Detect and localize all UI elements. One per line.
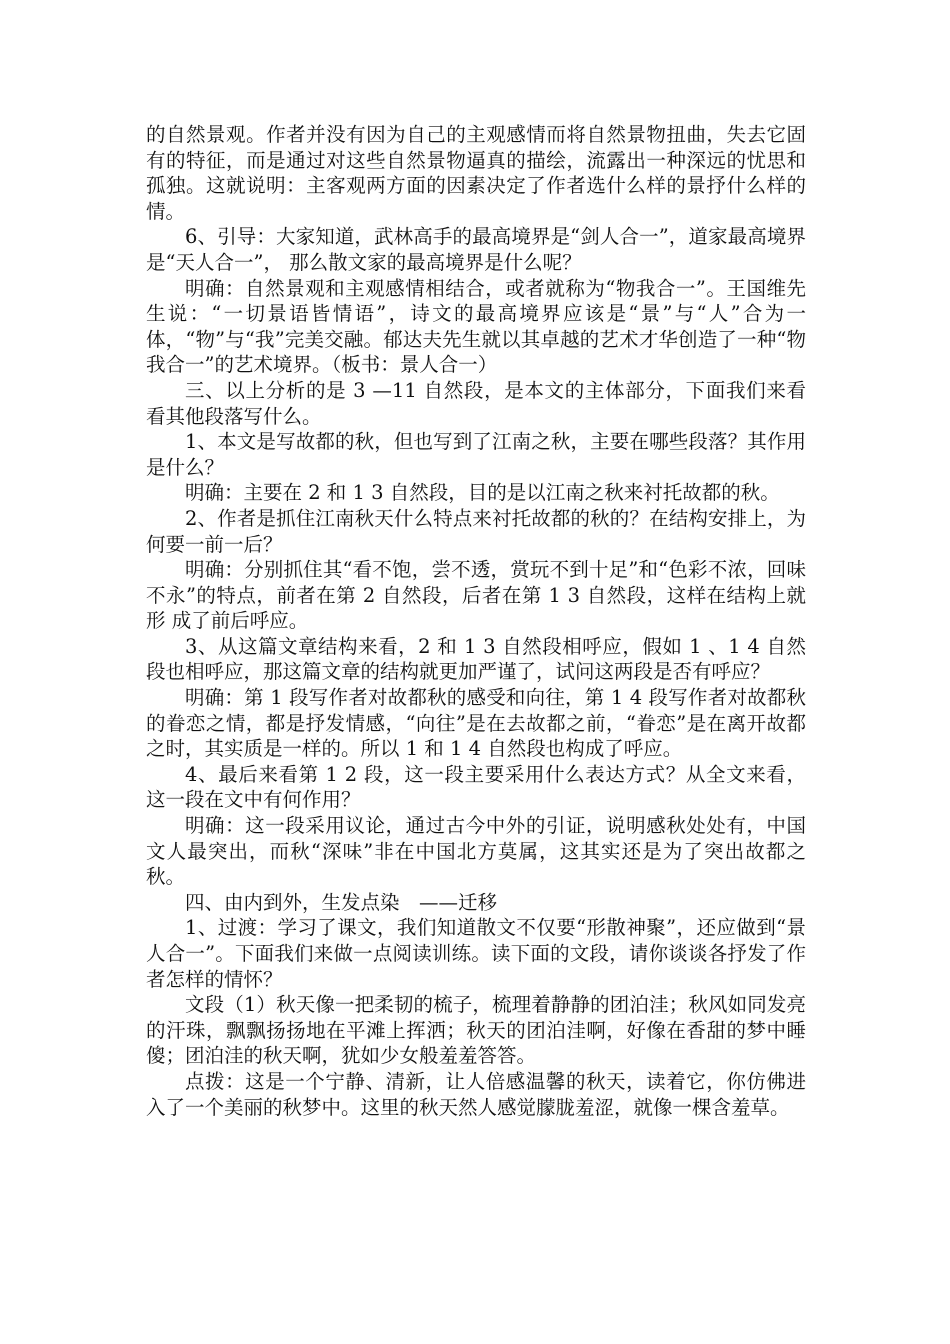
paragraph-8: 明确：分别抓住其“看不饱，尝不透，赏玩不到十足”和“色彩不浓，回味不永”的特点，前者在第 2 自然段，后者在第 1 3 自然段，这样在结构上就形 成了前后呼应。	[146, 558, 806, 633]
paragraph-3: 明确：自然景观和主观感情相结合，或者就称为“物我合一”。王国维先生说：“一切景语皆情语”，诗文的最高境界应该是“景”与“人”合为一体，“物”与“我”完美交融。郁达夫先生就以其卓越的艺术才华创造了一种“物我合一”的艺术境界。（板书：景人合一）	[146, 276, 806, 377]
paragraph-4: 三、以上分析的是 3 —11 自然段，是本文的主体部分，下面我们来看看其他段落写什么。	[146, 378, 806, 428]
paragraph-5: 1、本文是写故都的秋，但也写到了江南之秋，主要在哪些段落？其作用是什么？	[146, 430, 806, 479]
paragraph-7: 2、作者是抓住江南秋天什么特点来衬托故都的秋的？在结构安排上，为何要一前一后？	[146, 506, 806, 556]
paragraph-13: 四、由内到外，生发点染 ——迁移	[185, 890, 498, 914]
paragraph-6: 明确：主要在 2 和 1 3 自然段，目的是以江南之秋来衬托故都的秋。	[185, 481, 780, 505]
paragraph-14: 1、过渡：学习了课文，我们知道散文不仅要“形散神聚”，还应做到“景人合一”。下面我们来做一点阅读训练。读下面的文段，请你谈谈各抒发了作者怎样的情怀？	[146, 916, 806, 991]
paragraph-10: 明确：第 1 段写作者对故都秋的感受和向往，第 1 4 段写作者对故都秋的眷恋之情，都是抒发情感，“向往”是在去故都之前，“眷恋”是在离开故都之时，其实质是一样的。所以 1 和 1 4 自然段也构成了呼应。	[146, 686, 806, 761]
paragraph-16: 点拨：这是一个宁静、清新，让人倍感温馨的秋天，读着它，你仿佛进入了一个美丽的秋梦中。这里的秋天然人感觉朦胧羞涩，就像一棵含羞草。	[146, 1069, 806, 1119]
paragraph-9: 3、从这篇文章结构来看，2 和 1 3 自然段相呼应，假如 1 、1 4 自然段也相呼应，那这篇文章的结构就更加严谨了，试问这两段是否有呼应？	[146, 634, 806, 684]
paragraph-15: 文段（1）秋天像一把柔韧的梳子，梳理着静静的团泊洼；秋风如同发亮的汗珠，飘飘扬扬地在平滩上挥洒；秋天的团泊洼啊，好像在香甜的梦中睡傻；团泊洼的秋天啊，犹如少女般羞羞答答。	[146, 993, 806, 1068]
paragraph-1: 的自然景观。作者并没有因为自己的主观感情而将自然景物扭曲，失去它固有的特征，而是通过对这些自然景物逼真的描绘，流露出一种深远的忧思和孤独。这就说明：主客观两方面的因素决定了作者选什么样的景抒什么样的情。	[146, 123, 806, 223]
paragraph-2: 6、引导：大家知道，武林高手的最高境界是“剑人合一”，道家最高境界是“天人合一”， 那么散文家的最高境界是什么呢？	[146, 225, 806, 274]
paragraph-12: 明确：这一段采用议论，通过古今中外的引证，说明感秋处处有，中国文人最突出，而秋“深味”非在中国北方莫属，这其实还是为了突出故都之秋。	[146, 814, 806, 889]
document-page	[146, 122, 806, 1120]
paragraph-11: 4、最后来看第 1 2 段，这一段主要采用什么表达方式？从全文来看，这一段在文中有何作用？	[146, 762, 806, 812]
